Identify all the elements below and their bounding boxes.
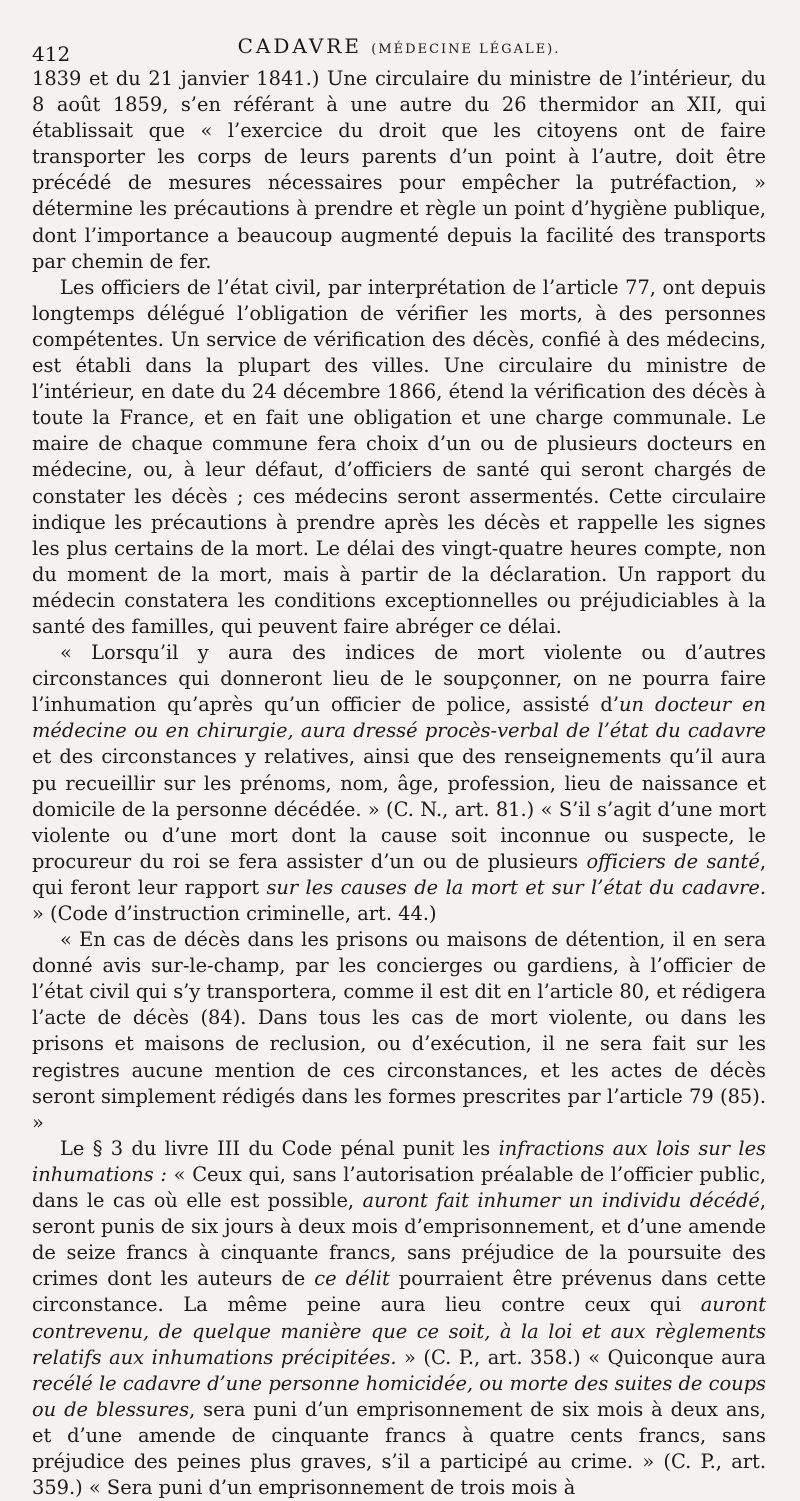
paragraph bbox=[32, 1136, 766, 1501]
text-run: « Lorsqu’il y aura des indices de mort violente ou d’autres circonstances qui donneront lieu de le soupçonner, on ne pourra faire l’inhumation qu’après qu’un officier de police, assisté d’ bbox=[32, 641, 766, 717]
italic-text: auront fait inhumer un individu décédé bbox=[362, 1189, 760, 1213]
text-run: » (C. P., art. 358.) « Quiconque aura bbox=[396, 1345, 766, 1369]
text-run: Le § 3 du livre III du Code pénal punit les bbox=[60, 1136, 499, 1160]
text-run: 1839 et du 21 janvier 1841.) Une circulaire du ministre de l’intérieur, du 8 août 1859, s’en référant à une autre du 26 thermidor an XII, qui établissait que « l’exercice du droit que les citoyens ont de faire transporter les corps de leurs parents d’un point à l’autre, doit être précédé de mesures nécessaires pour empêcher la putréfaction, » détermine les précautions à prendre et règle un point d’hygiène publique, dont l’importance a beaucoup augmenté depuis la facilité des transports par chemin de fer. bbox=[32, 67, 766, 273]
page-header bbox=[32, 34, 766, 66]
italic-text: un docteur en médecine ou en chirurgie, aura dressé procès-verbal de l’état du cadavre bbox=[32, 693, 766, 743]
italic-text: auront contrevenu, de quelque manière que ce soit, à la loi et aux règlements relatifs aux inhumations précipitées. bbox=[32, 1293, 766, 1369]
italic-text: ce délit bbox=[314, 1267, 390, 1291]
body-text bbox=[32, 66, 766, 1501]
text-run: « En cas de décès dans les prisons ou maisons de détention, il en sera donné avis sur-le-champ, par les concierges ou gardiens, à l’officier de l’état civil qui s’y transportera, comme il est dit en l’article 80, et rédigera l’acte de décès (84). Dans tous les cas de mort violente, ou dans les prisons et maisons de reclusion, ou d’exécution, il ne sera fait sur les registres aucune mention de ces circonstances, et les actes de décès seront simplement rédigés dans les formes prescrites par l’article 79 (85). » bbox=[32, 928, 766, 1134]
paragraph bbox=[32, 66, 766, 275]
italic-text: infractions aux lois sur les inhumations : bbox=[32, 1136, 766, 1186]
italic-text: recélé le cadavre d’une personne homicidée, ou morte des suites de coups ou de blessures bbox=[32, 1371, 766, 1421]
paragraph bbox=[32, 927, 766, 1136]
text-run: , sera puni d’un emprisonnement de six mois à deux ans, et d’une amende de cinquante francs à quatre cents francs, sans préjudice des peines plus graves, s’il a participé au crime. » (C. P., art. 359.) « Sera puni d’un emprisonnement de trois mois à bbox=[32, 1397, 766, 1500]
paragraph bbox=[32, 275, 766, 640]
text-run: , seront punis de six jours à deux mois d’emprisonnement, et d’une amende de seize francs à cinquante francs, sans préjudice de la poursuite des crimes dont les auteurs de bbox=[32, 1189, 766, 1291]
italic-text: officiers de santé bbox=[586, 849, 760, 873]
text-run: Les officiers de l’état civil, par interprétation de l’article 77, ont depuis longtemps délégué l’obligation de vérifier les morts, à des personnes compétentes. Un service de vérification des décès, confié à des médecins, est établi dans la plupart des villes. Une circulaire du ministre de l’intérieur, en date du 24 décembre 1866, étend la vérification des décès à toute la France, et en fait une obligation et une charge communale. Le maire de chaque commune fera choix d’un ou de plusieurs docteurs en médecine, ou, à leur défaut, d’officiers de santé qui seront chargés de constater les décès ; ces médecins seront assermentés. Cette circulaire indique les précautions à prendre après les décès et rappelle les signes les plus certains de la mort. Le délai des vingt-quatre heures compte, non du moment de la mort, mais à partir de la déclaration. Un rapport du médecin constatera les conditions exceptionnelles ou préjudiciables à la santé des familles, qui peuvent faire abréger ce délai. bbox=[32, 275, 766, 638]
text-run: et des circonstances y relatives, ainsi que des renseignements qu’il aura pu recueillir sur les prénoms, nom, âge, profession, lieu de naissance et domicile de la personne décédée. » (C. N., art. 81.) « S’il s’agit d’une mort violente ou d’une mort dont la cause soit inconnue ou suspecte, le procureur du roi se fera assister d’un ou de plusieurs bbox=[32, 745, 766, 873]
text-run: « Ceux qui, sans l’autorisation préalable de l’officier public, dans le cas où elle est possible, bbox=[32, 1162, 766, 1213]
page-number: 412 bbox=[32, 42, 71, 66]
text-run: , qui feront leur rapport bbox=[32, 849, 766, 899]
paragraph bbox=[32, 640, 766, 927]
running-title-main: CADAVRE bbox=[237, 34, 362, 58]
text-run: pourraient être prévenus dans cette circonstance. La même peine aura lieu contre ceux qui bbox=[32, 1267, 766, 1317]
text-run: » (Code d’instruction criminelle, art. 44.) bbox=[32, 902, 437, 925]
running-title-sub: (MÉDECINE LÉGALE). bbox=[371, 42, 561, 57]
italic-text: sur les causes de la mort et sur l’état du cadavre. bbox=[266, 875, 767, 899]
running-title bbox=[32, 34, 766, 58]
